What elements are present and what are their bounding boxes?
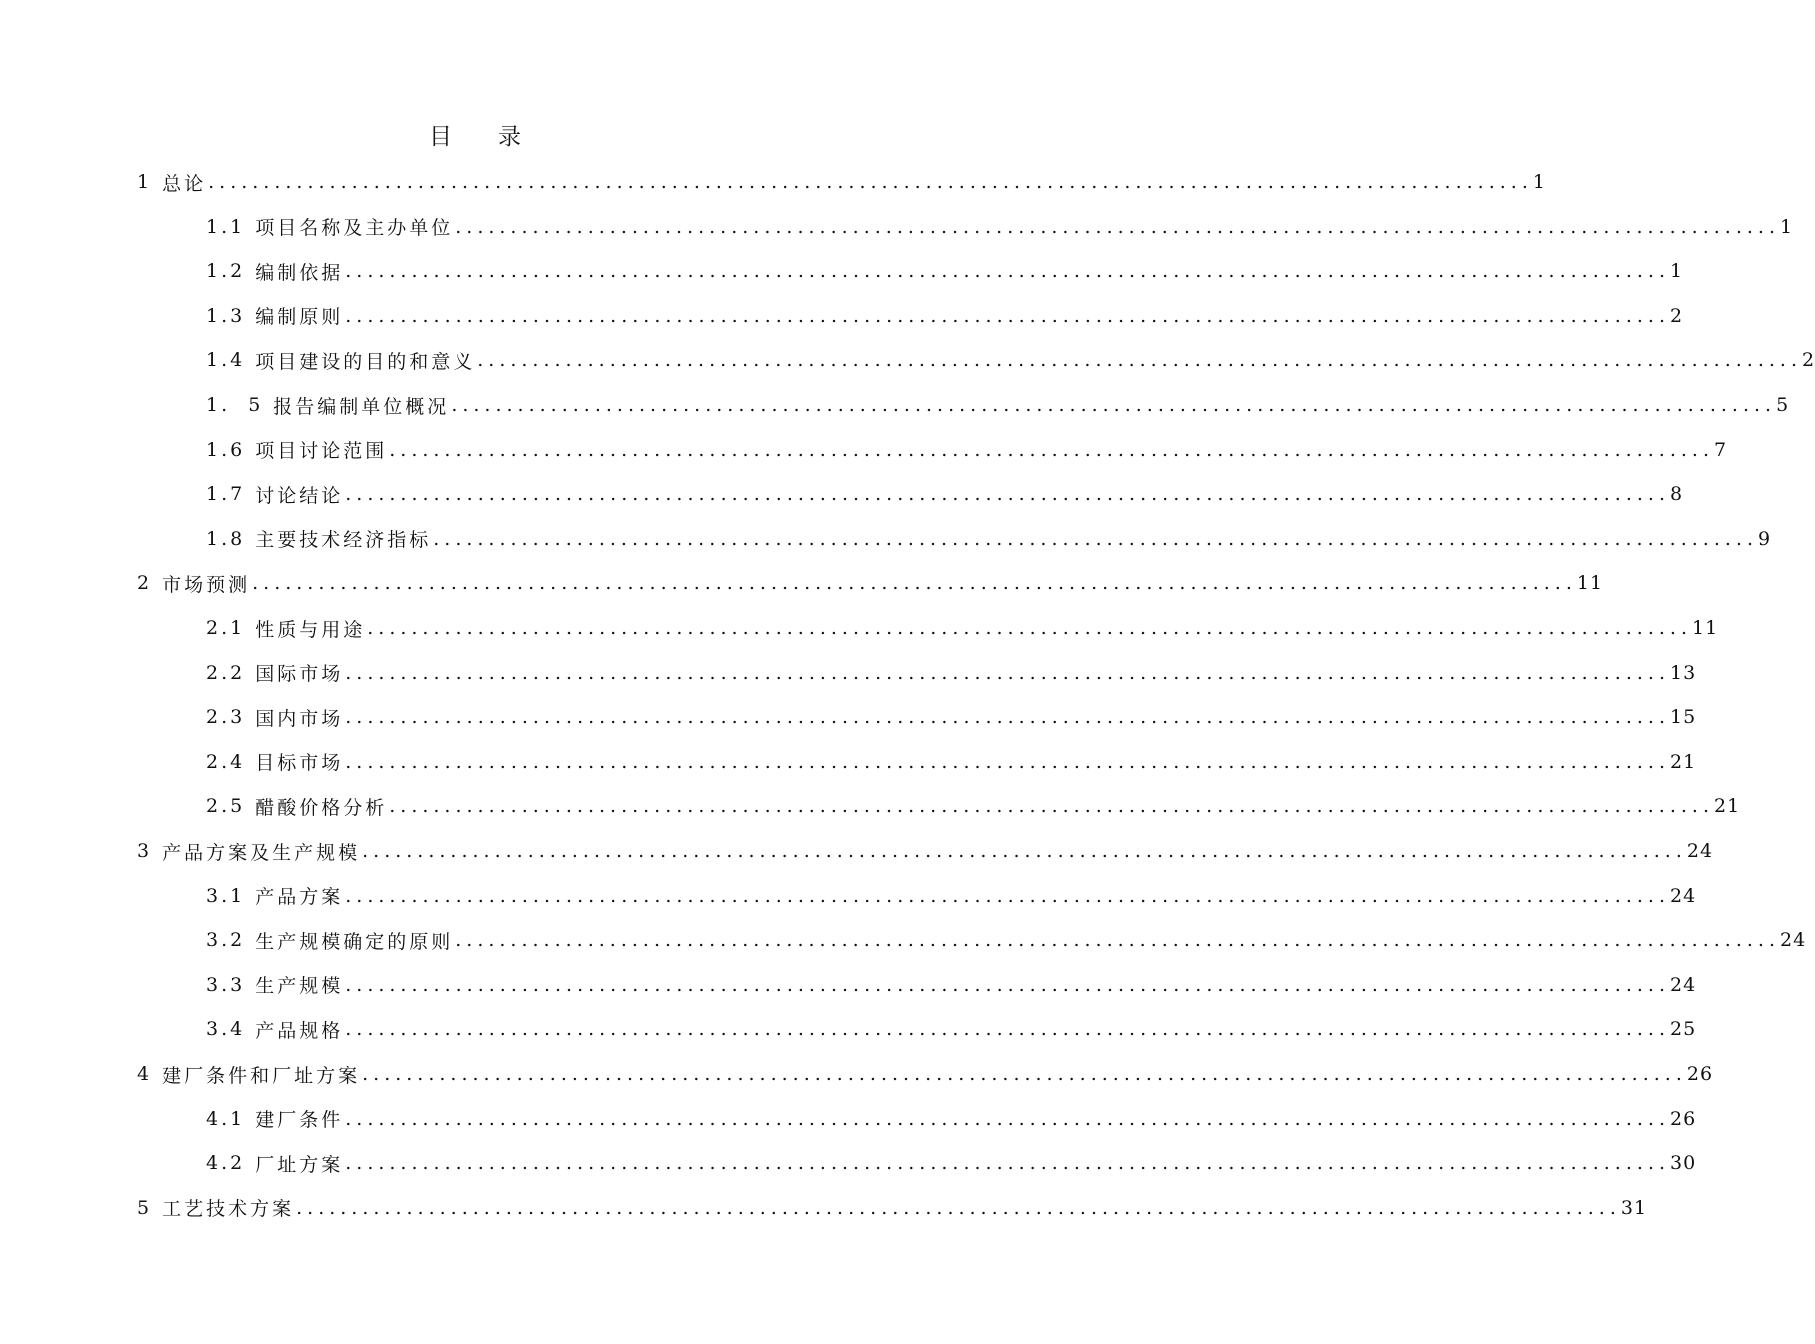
toc-entry-number: 1 xyxy=(137,171,153,193)
toc-leader-dots: ........................................................................................................................ xyxy=(252,572,1577,595)
toc-leader-dots: ........................................................................................................................ xyxy=(345,884,1670,907)
toc-entry-number: 1.1 xyxy=(206,215,246,238)
toc-entry[interactable] xyxy=(206,925,1807,955)
toc-entry-label: 性质与用途 xyxy=(255,618,366,641)
toc-entry-number: 2 xyxy=(137,572,153,595)
toc-entry-page: 26 xyxy=(1669,1107,1697,1130)
toc-leader-dots: ........................................................................................................................ xyxy=(345,973,1670,996)
toc-entry-label: 编制原则 xyxy=(255,306,344,329)
toc-entry-label: 产品规格 xyxy=(255,1019,344,1042)
toc-entry-page: 2 xyxy=(1801,349,1815,372)
toc-entry[interactable] xyxy=(206,747,1697,777)
toc-entry-label: 产品方案 xyxy=(255,886,344,909)
toc-entry-number: 2.5 xyxy=(206,795,246,818)
toc-leader-dots: ........................................................................................................................ xyxy=(345,1152,1670,1175)
toc-leader-dots: ........................................................................................................................ xyxy=(362,1063,1687,1085)
toc-entry[interactable] xyxy=(206,345,1815,375)
toc-entry-page: 1 xyxy=(1669,260,1684,283)
toc-entry-page: 21 xyxy=(1669,750,1697,773)
toc-entry-label: 建厂条件 xyxy=(255,1109,344,1132)
toc-entry-page: 9 xyxy=(1757,527,1772,550)
toc-entry-number: 5 xyxy=(137,1196,153,1219)
toc-entry-label: 项目讨论范围 xyxy=(255,440,388,463)
toc-entry-number: 1.2 xyxy=(206,260,246,283)
toc-entry-number: 4 xyxy=(137,1063,153,1085)
toc-entry-page: 13 xyxy=(1669,661,1697,684)
toc-entry-page: 11 xyxy=(1576,572,1604,595)
toc-entry[interactable] xyxy=(206,658,1697,688)
toc-entry-label: 建厂条件和厂址方案 xyxy=(162,1064,361,1087)
toc-entry-label: 报告编制单位概况 xyxy=(273,395,450,418)
toc-leader-dots: ........................................................................................................................ xyxy=(345,304,1670,327)
toc-entry-number: 1.3 xyxy=(206,304,246,327)
toc-entry[interactable] xyxy=(206,256,1684,286)
toc-entry-label: 项目名称及主办单位 xyxy=(255,217,454,240)
toc-entry-page: 8 xyxy=(1669,483,1684,506)
toc-entry-label: 国际市场 xyxy=(255,663,344,686)
toc-entry-page: 25 xyxy=(1669,1018,1697,1041)
toc-entry-label: 生产规模确定的原则 xyxy=(255,930,454,953)
toc-entry[interactable] xyxy=(206,1104,1697,1134)
toc-entry-number: 1.4 xyxy=(206,349,246,372)
toc-entry-label: 国内市场 xyxy=(255,707,344,730)
toc-leader-dots: ........................................................................................................................ xyxy=(208,171,1533,193)
toc-leader-dots: ........................................................................................................................ xyxy=(345,750,1670,773)
toc-leader-dots: ........................................................................................................................ xyxy=(345,706,1670,729)
toc-leader-dots: ........................................................................................................................ xyxy=(455,215,1780,238)
toc-entry[interactable] xyxy=(206,1014,1697,1044)
toc-entry-number: 3.1 xyxy=(206,884,246,907)
toc-entry-number: 1.6 xyxy=(206,438,246,461)
toc-entry[interactable] xyxy=(206,791,1741,821)
toc-entry-page: 24 xyxy=(1669,884,1697,907)
toc-leader-dots: ........................................................................................................................ xyxy=(345,661,1670,684)
toc-entry[interactable] xyxy=(206,390,1790,420)
toc-entry[interactable] xyxy=(206,212,1794,242)
toc-leader-dots: ........................................................................................................................ xyxy=(345,483,1670,506)
toc-leader-dots: ........................................................................................................................ xyxy=(296,1196,1621,1219)
toc-leader-dots: ........................................................................................................................ xyxy=(345,1107,1670,1130)
toc-leader-dots: ........................................................................................................................ xyxy=(389,438,1714,461)
toc-entry-number: 3.4 xyxy=(206,1018,246,1041)
toc-entry-label: 目标市场 xyxy=(255,752,344,775)
toc-entry-page: 7 xyxy=(1713,438,1728,461)
toc-entry-label: 生产规模 xyxy=(255,975,344,998)
toc-entry-page: 15 xyxy=(1669,706,1697,729)
toc-entry-number: 1.8 xyxy=(206,527,246,550)
toc-entry-page: 1 xyxy=(1532,171,1546,193)
toc-entry-page: 2 xyxy=(1669,304,1684,327)
toc-leader-dots: ........................................................................................................................ xyxy=(455,929,1780,952)
toc-entry-page: 30 xyxy=(1669,1152,1697,1175)
toc-entry-label: 厂址方案 xyxy=(255,1153,344,1176)
toc-entry[interactable] xyxy=(206,613,1719,643)
toc-leader-dots: ........................................................................................................................ xyxy=(345,260,1670,283)
toc-entry-page: 24 xyxy=(1686,840,1714,862)
toc-entry[interactable] xyxy=(137,1059,1714,1089)
toc-entry-number: 3.3 xyxy=(206,973,246,996)
toc-entry-number: 4.1 xyxy=(206,1107,246,1130)
toc-entry-number: 2.1 xyxy=(206,617,246,639)
toc-entry-label: 产品方案及生产规模 xyxy=(162,841,361,864)
toc-leader-dots: ........................................................................................................................ xyxy=(451,394,1777,416)
toc-entry-page: 26 xyxy=(1686,1063,1714,1085)
toc-entry-number: 2.4 xyxy=(206,750,246,773)
toc-entry[interactable] xyxy=(206,1148,1697,1178)
toc-leader-dots: ........................................................................................................................ xyxy=(345,1018,1670,1041)
toc-entry-number: 4.2 xyxy=(206,1152,246,1175)
toc-entry[interactable] xyxy=(206,881,1697,911)
toc-entry-label: 市场预测 xyxy=(162,573,251,596)
toc-leader-dots: ........................................................................................................................ xyxy=(362,840,1687,862)
toc-entry[interactable] xyxy=(206,524,1772,554)
toc-leader-dots: ........................................................................................................................ xyxy=(389,795,1714,818)
toc-entry-number: 2.2 xyxy=(206,661,246,684)
toc-entry-number: 3.2 xyxy=(206,929,246,952)
toc-entry-label: 工艺技术方案 xyxy=(162,1198,295,1221)
toc-entry[interactable] xyxy=(137,167,1546,197)
toc-entry[interactable] xyxy=(206,479,1684,509)
toc-leader-dots: ........................................................................................................................ xyxy=(367,617,1692,639)
toc-entry-page: 24 xyxy=(1669,973,1697,996)
toc-entry[interactable] xyxy=(137,836,1714,866)
toc-entry-page: 5 xyxy=(1776,394,1790,416)
toc-entry-number: 1. 5 xyxy=(206,394,264,416)
toc-entry-label: 讨论结论 xyxy=(255,484,344,507)
toc-entry-label: 醋酸价格分析 xyxy=(255,796,388,819)
toc-entry-number: 2.3 xyxy=(206,706,246,729)
toc-entry-page: 21 xyxy=(1713,795,1741,818)
toc-entry-label: 主要技术经济指标 xyxy=(255,529,432,552)
toc-entry[interactable] xyxy=(206,702,1697,732)
toc-leader-dots: ........................................................................................................................ xyxy=(477,349,1802,372)
toc-entry-page: 11 xyxy=(1691,617,1719,639)
toc-entry[interactable] xyxy=(206,970,1697,1000)
toc-entry[interactable] xyxy=(206,301,1684,331)
toc-entry-page: 1 xyxy=(1779,215,1794,238)
toc-entry-label: 项目建设的目的和意义 xyxy=(255,350,476,373)
toc-leader-dots: ........................................................................................................................ xyxy=(433,527,1758,550)
toc-title: 目 录 xyxy=(429,124,521,150)
toc-entry[interactable] xyxy=(206,435,1728,465)
toc-entry-page: 31 xyxy=(1620,1196,1648,1219)
toc-entry[interactable] xyxy=(137,568,1604,598)
toc-entry-number: 1.7 xyxy=(206,483,246,506)
toc-entry[interactable] xyxy=(137,1193,1648,1223)
toc-entry-number: 3 xyxy=(137,840,153,862)
toc-entry-label: 编制依据 xyxy=(255,261,344,284)
toc-entry-label: 总论 xyxy=(162,172,207,195)
toc-entry-page: 24 xyxy=(1779,929,1807,952)
